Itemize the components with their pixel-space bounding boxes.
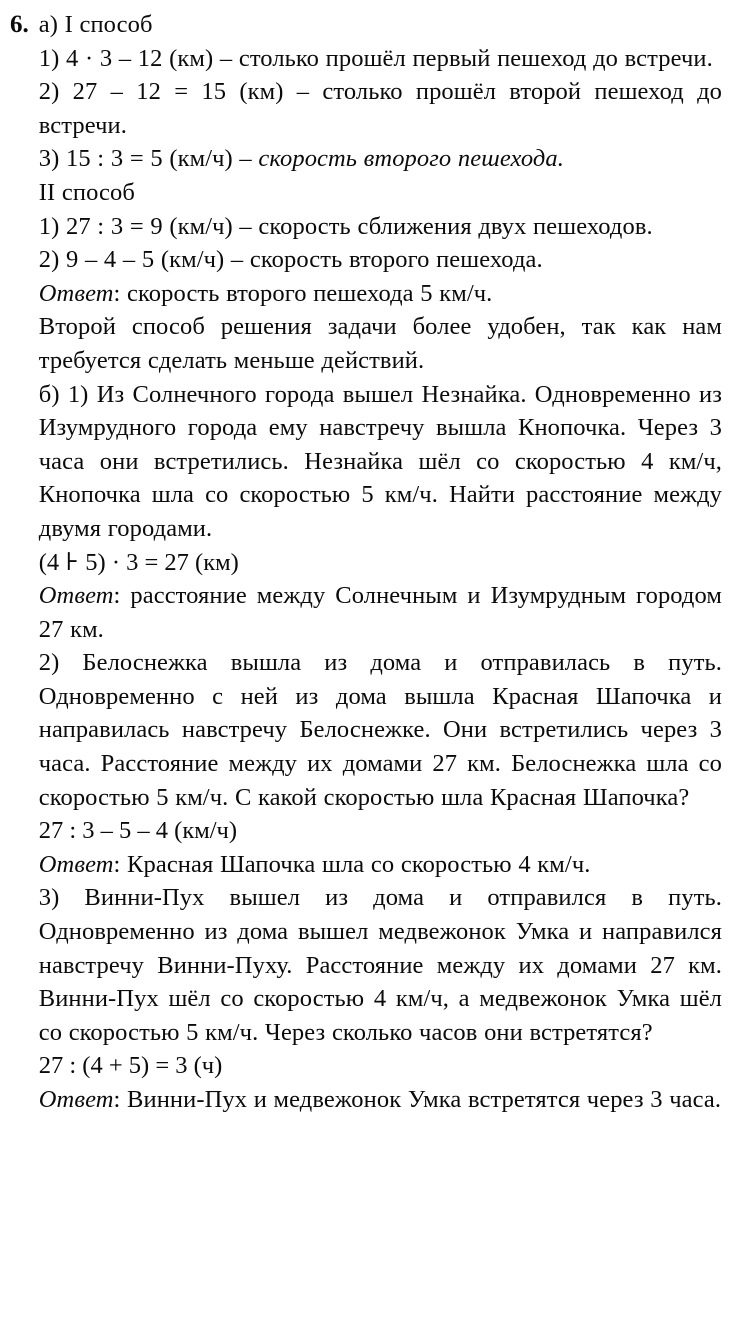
line-text: 2) Белоснежка вышла из дома и отправилась в путь. Одновременно с ней из дома вышла Красная Шапочка и направилась навстречу Белоснежке. Они встретились через 3 часа. Расстояние между их домами 27 км. Белоснежка шла со скоростью 5 км/ч. С какой скоростью шла Красная Шапочка?	[38, 649, 729, 811]
solution-line	[39, 142, 722, 176]
answer-label: Ответ	[38, 1086, 114, 1113]
method-heading	[39, 176, 722, 210]
problem-statement	[38, 881, 729, 1049]
solution-line	[38, 75, 729, 142]
line-text: : Красная Шапочка шла со скоростью 4 км/ч.	[113, 850, 591, 878]
line-text: 1) 27 : 3 = 9 (км/ч) – скорость сближения двух пешеходов.	[38, 212, 653, 240]
line-text: : скорость второго пешехода 5 км/ч.	[113, 279, 493, 307]
line-text: 3) 15 : 3 = 5 (км/ч) –	[38, 145, 259, 173]
line-text: : расстояние между Солнечным и Изумрудным городом 27 км.	[38, 582, 729, 643]
formula-line	[39, 1049, 722, 1083]
answer-line	[39, 277, 722, 311]
solution-line	[39, 243, 722, 277]
solution-line	[39, 42, 722, 76]
line-text: 2) 27 – 12 = 15 (км) – столько прошёл второй пешеход до встречи.	[38, 78, 729, 139]
solution-line	[39, 210, 722, 244]
line-text: 3) Винни-Пух вышел из дома и отправился в путь. Одновременно из дома вышел медвежонок Умка и направился навстречу Винни-Пуху. Расстояние между их домами 27 км. Винни-Пух шёл со скоростью 4 км/ч, а медвежонок Умка шёл со скоростью 5 км/ч. Через сколько часов они встретятся?	[38, 884, 729, 1046]
formula-line	[39, 814, 722, 848]
explanation-line	[38, 310, 729, 377]
formula-line	[39, 546, 722, 580]
line-text: (4 ⊦ 5) · 3 = 27 (км)	[38, 548, 239, 576]
problem-statement	[38, 646, 729, 814]
task-body	[38, 8, 729, 1117]
line-text-italic: скорость второго пешехода.	[258, 145, 564, 173]
line-text: : Винни-Пух и медвежонок Умка встретятся через 3 часа.	[113, 1086, 722, 1113]
line-text: 2) 9 – 4 – 5 (км/ч) – скорость второго пешехода.	[38, 246, 543, 274]
line-text: 27 : (4 + 5) = 3 (ч)	[38, 1052, 223, 1080]
answer-line	[39, 848, 722, 882]
line-text: 27 : 3 – 5 – 4 (км/ч)	[38, 817, 238, 845]
solution-line	[39, 8, 722, 42]
task-number: 6.	[10, 11, 29, 38]
line-text: а) I способ	[38, 11, 153, 38]
line-text: II способ	[38, 178, 135, 206]
line-text: Второй способ решения задачи более удобен, так как нам требуется сделать меньше действий.	[38, 313, 729, 374]
answer-label: Ответ	[38, 582, 114, 610]
answer-line	[38, 579, 729, 646]
answer-label: Ответ	[38, 279, 114, 307]
answer-line	[39, 1083, 722, 1117]
line-text: б) 1) Из Солнечного города вышел Незнайка. Одновременно из Изумрудного города ему навстречу вышла Кнопочка. Через 3 часа они встретились. Незнайка шёл со скоростью 4 км/ч, Кнопочка шла со скоростью 5 км/ч. Найти расстояние между двумя городами.	[38, 380, 729, 542]
line-text: 1) 4 · 3 – 12 (км) – столько прошёл первый пешеход до встречи.	[38, 44, 713, 72]
problem-statement	[38, 378, 729, 546]
answer-label: Ответ	[38, 850, 114, 878]
task-block	[10, 8, 729, 1117]
